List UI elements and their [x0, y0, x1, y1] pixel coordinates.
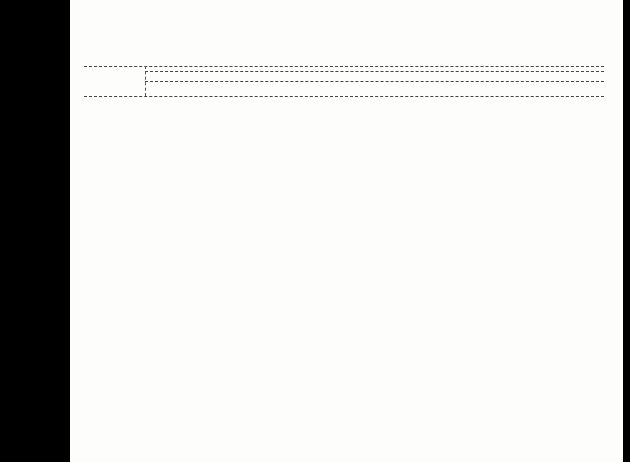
- document-page: [70, 0, 623, 462]
- rule-group: [145, 71, 604, 72]
- stub-divider: [145, 66, 146, 96]
- rule-bottom: [84, 96, 604, 97]
- rule-sub: [145, 81, 604, 82]
- rule-top: [84, 66, 604, 67]
